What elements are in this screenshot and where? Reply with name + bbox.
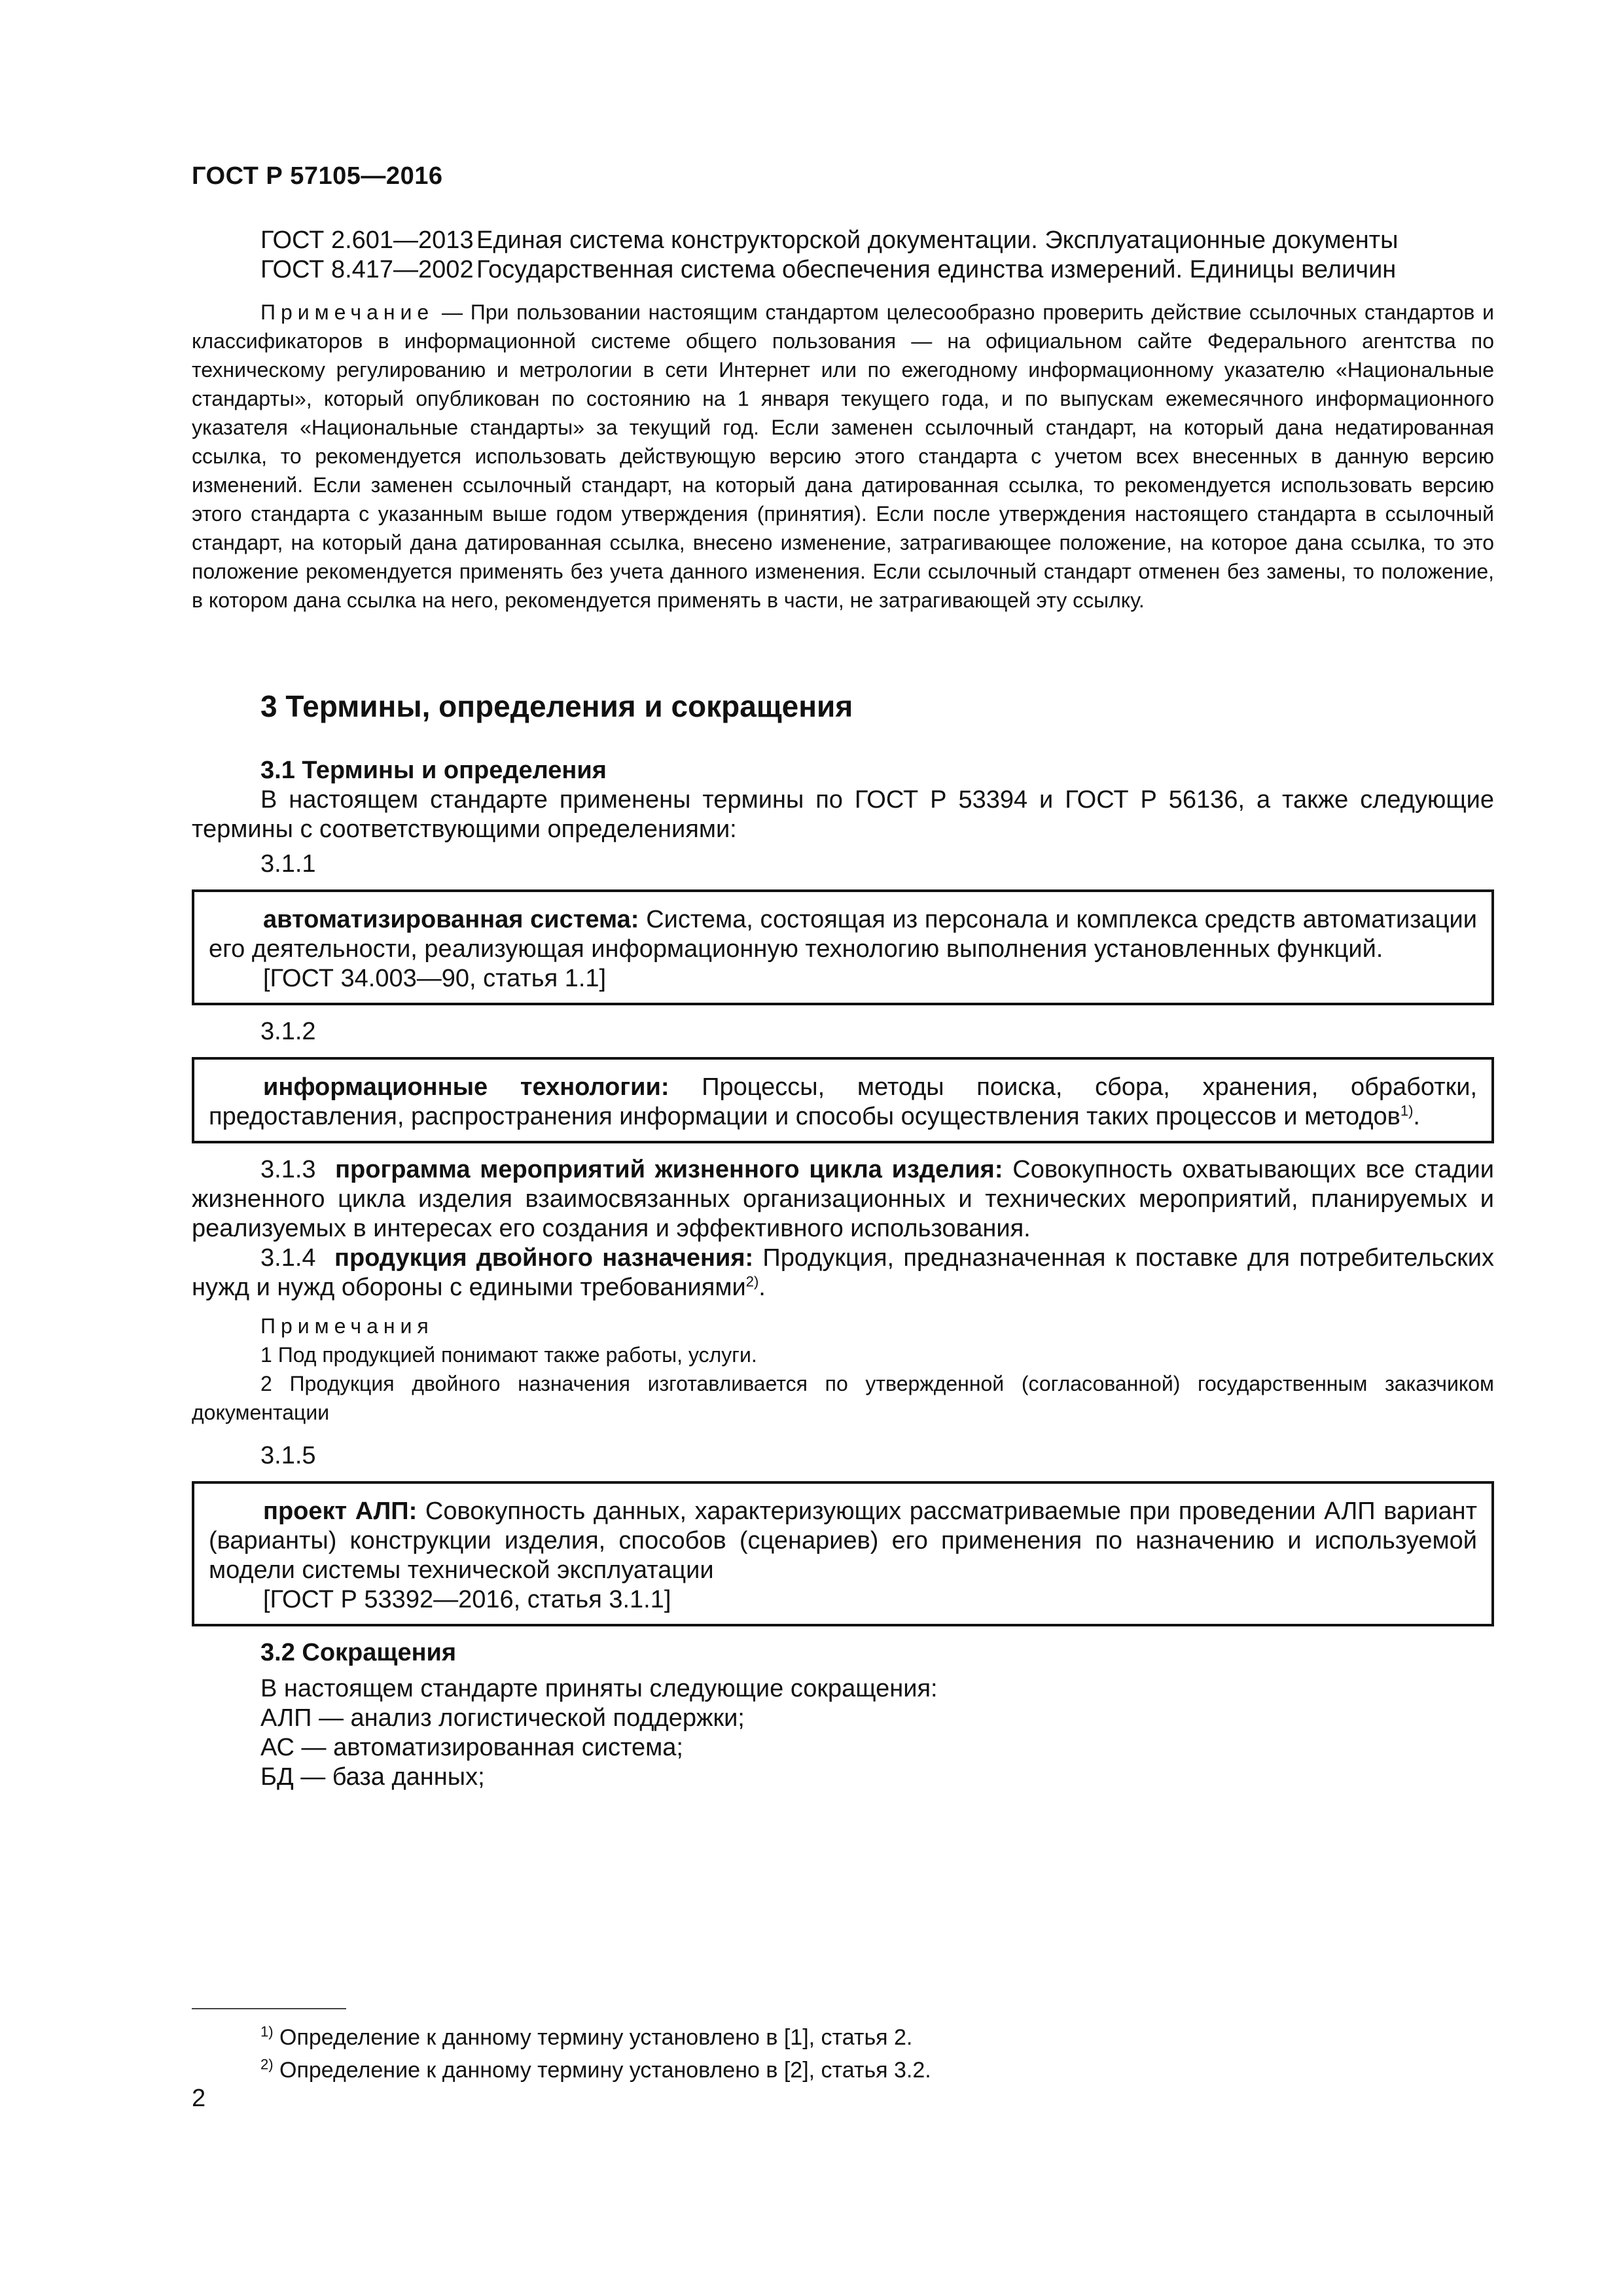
term-number: 3.1.4	[260, 1244, 316, 1272]
abbreviation-item: АЛП — анализ логистической поддержки;	[260, 1704, 745, 1732]
term-number: 3.1.1	[260, 850, 316, 878]
subsection-title-abbreviations: 3.2 Сокращения	[260, 1639, 457, 1666]
term-box-alp-project	[192, 1481, 1494, 1626]
term-source: [ГОСТ 34.003—90, статья 1.1]	[263, 965, 607, 992]
term-box-automated-system	[192, 889, 1494, 1005]
term-name: информационные технологии:	[263, 1073, 669, 1101]
note-item: 2 Продукция двойного назначения изготавливается по утвержденной (согласованной) государственным заказчиком документации	[192, 1372, 1494, 1424]
footnote-text: Определение к данному термину установлено в [2], статья 3.2.	[273, 2058, 931, 2083]
term-number: 3.1.5	[260, 1442, 316, 1469]
page-content	[192, 226, 1494, 1792]
term-end: .	[1413, 1103, 1420, 1130]
footnotes	[192, 2021, 1494, 2087]
term-number: 3.1.3	[260, 1156, 316, 1183]
term-notes	[192, 1312, 1494, 1427]
abbreviations-intro: В настоящем стандарте приняты следующие сокращения:	[260, 1675, 938, 1702]
abbreviation-item: АС — автоматизированная система;	[260, 1734, 683, 1761]
footnote-item	[192, 2054, 1494, 2087]
normative-references	[260, 226, 1494, 285]
term-def: Совокупность данных, характеризующих рассматриваемые при проведении АЛП вариант (варианты) конструкции изделия, способов (сценариев) его применения по назначению и используемой модели системы технической эксплуатации	[209, 1498, 1477, 1584]
footnote-text: Определение к данному термину установлено в [1], статья 2.	[273, 2025, 913, 2050]
term-definition	[209, 1497, 1477, 1585]
term-name: продукция двойного назначения:	[334, 1244, 754, 1272]
abbreviation-item: БД — база данных;	[260, 1763, 485, 1791]
footnote-mark: 1)	[260, 2023, 274, 2040]
document-header: ГОСТ Р 57105—2016	[192, 162, 443, 190]
page-number: 2	[192, 2085, 206, 2112]
note-label: Примечание	[260, 300, 435, 324]
subsection-title-terms: 3.1 Термины и определения	[260, 757, 607, 784]
reference-code: ГОСТ 2.601—2013	[260, 226, 474, 254]
footnote-mark: 2)	[745, 1273, 759, 1290]
term-end: .	[758, 1274, 766, 1301]
footnote-mark: 2)	[260, 2056, 274, 2073]
term-314	[192, 1244, 1494, 1302]
footnote-divider	[192, 2008, 346, 2009]
term-box-information-technologies	[192, 1057, 1494, 1143]
notes-label: Примечания	[260, 1314, 434, 1338]
footnote-mark: 1)	[1400, 1102, 1414, 1119]
term-313	[192, 1155, 1494, 1244]
term-name: программа мероприятий жизненного цикла изделия:	[335, 1156, 1003, 1183]
note-item: 1 Под продукцией понимают также работы, услуги.	[260, 1343, 757, 1367]
term-def: Система, состоящая из персонала и комплекса средств автоматизации его деятельности, реализующая информационную технологию выполнения установленных функций.	[209, 906, 1478, 963]
reference-title: Государственная система обеспечения единства измерений. Единицы величин	[476, 256, 1397, 283]
terms-intro: В настоящем стандарте применены термины по ГОСТ Р 53394 и ГОСТ Р 56136, а также следующие термины с соответствующими определениями:	[192, 786, 1494, 843]
term-number: 3.1.2	[260, 1018, 316, 1045]
reference-row	[260, 255, 1494, 285]
term-source: [ГОСТ Р 53392—2016, статья 3.1.1]	[263, 1586, 671, 1613]
term-def: Совокупность охватывающих все стадии жизненного цикла изделия взаимосвязанных организационных и технических мероприятий, планируемых и реализуемых в интересах его создания и эффективного использования.	[192, 1156, 1494, 1242]
reference-note	[192, 298, 1494, 615]
reference-code: ГОСТ 8.417—2002	[260, 256, 474, 283]
footnote-item	[192, 2021, 1494, 2054]
note-text: — При пользовании настоящим стандартом целесообразно проверить действие ссылочных стандартов и классификаторов в информационной системе общего пользования — на официальном сайте Федерального агентства по техническому регулированию и метрологии в сети Интернет или по ежегодному информационному указателю «Национальные стандарты», который опубликован по состоянию на 1 января текущего года, и по выпускам ежемесячного информационного указателя «Национальные стандарты» за текущий год. Если заменен ссылочный стандарт, на который дана недатированная ссылка, то рекомендуется использовать действующую версию этого стандарта с учетом всех внесенных в данную версию изменений. Если заменен ссылочный стандарт, на который дана датированная ссылка, то рекомендуется использовать версию этого стандарта с указанным выше годом утверждения (принятия). Если после утверждения настоящего стандарта в ссылочный стандарт, на который дана датированная ссылка, внесено изменение, затрагивающее положение, на которое дана ссылка, то это положение рекомендуется применять без учета данного изменения. Если ссылочный стандарт отменен без замены, то положение, в котором дана ссылка на него, рекомендуется применять в части, не затрагивающей эту ссылку.	[192, 300, 1494, 612]
section-title: 3 Термины, определения и сокращения	[260, 689, 853, 723]
term-name: автоматизированная система:	[263, 906, 639, 933]
reference-title: Единая система конструкторской документации. Эксплуатационные документы	[476, 226, 1399, 254]
reference-row	[260, 226, 1494, 255]
term-def: Продукция, предназначенная к поставке для потребительских нужд и нужд обороны с едиными требованиями	[192, 1244, 1494, 1301]
term-def: Процессы, методы поиска, сбора, хранения, обработки, предоставления, распространения информации и способы осуществления таких процессов и методов	[209, 1073, 1478, 1130]
term-name: проект АЛП:	[263, 1498, 418, 1525]
term-definition	[209, 1073, 1477, 1132]
term-definition	[209, 905, 1477, 964]
